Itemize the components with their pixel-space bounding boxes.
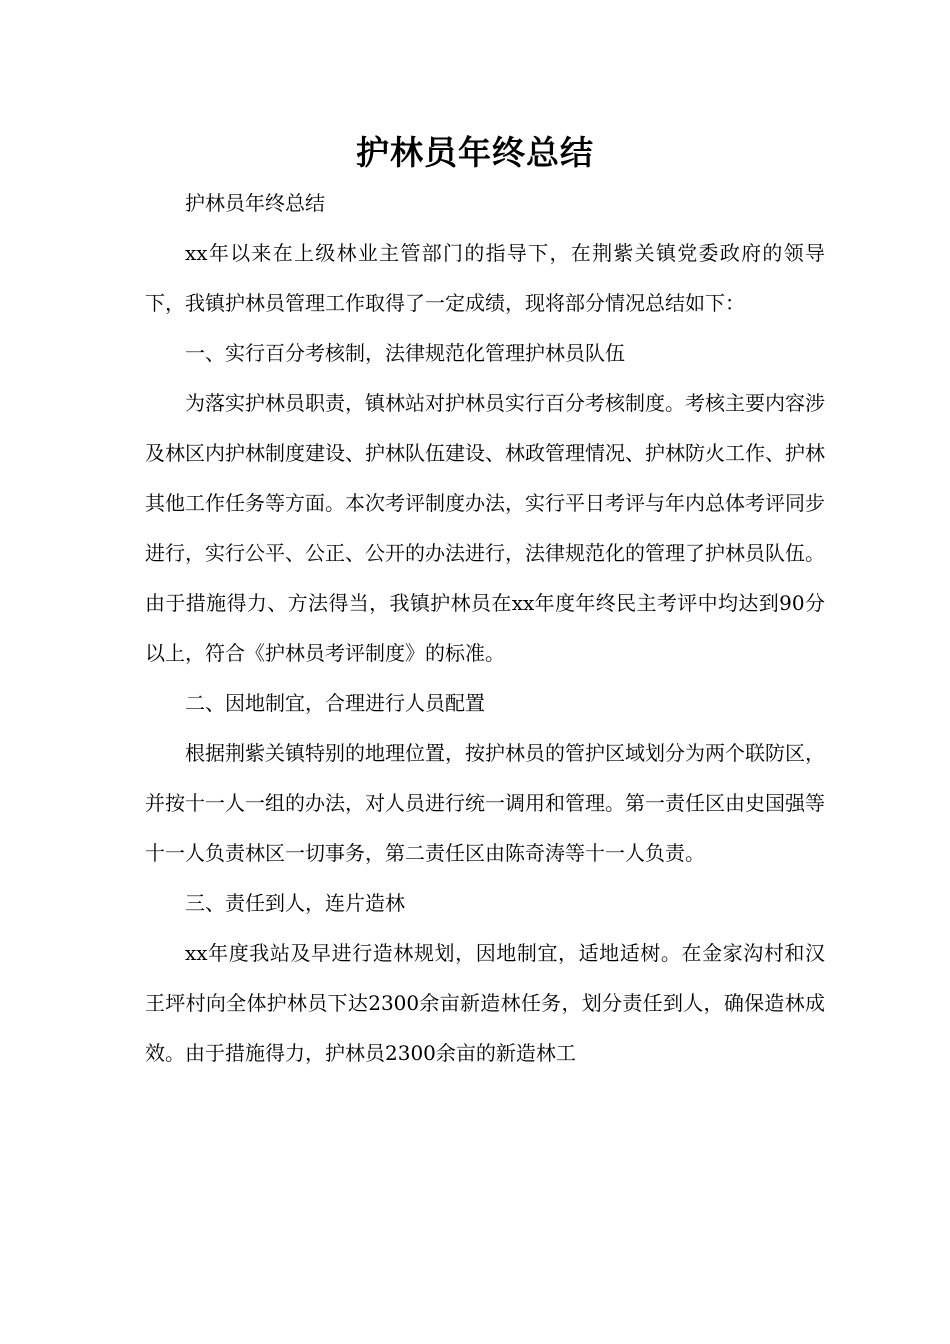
paragraph-section-3: xx年度我站及早进行造林规划，因地制宜，适地适树。在金家沟村和汉王坪村向全体护林员下达2300余亩新造林任务，划分责任到人，确保造林成效。由于措施得力，护林员2300余亩的新造林工: [145, 941, 825, 1065]
paragraph-subtitle: 护林员年终总结: [185, 191, 325, 215]
document-body: [145, 178, 825, 1078]
document-title: 护林员年终总结: [356, 133, 594, 172]
section-heading-1: 一、实行百分考核制，法律规范化管理护林员队伍: [185, 341, 625, 365]
paragraph-section-2: 根据荆紫关镇特别的地理位置，按护林员的管护区域划分为两个联防区，并按十一人一组的办法，对人员进行统一调用和管理。第一责任区由史国强等十一人负责林区一切事务，第二责任区由陈奇涛等十一人负责。: [145, 741, 825, 865]
paragraph-intro: xx年以来在上级林业主管部门的指导下，在荆紫关镇党委政府的领导下，我镇护林员管理工作取得了一定成绩，现将部分情况总结如下：: [145, 241, 825, 315]
section-heading-2: 二、因地制宜，合理进行人员配置: [185, 691, 485, 715]
section-heading-3: 三、责任到人，连片造林: [185, 891, 405, 915]
paragraph-section-1: 为落实护林员职责，镇林站对护林员实行百分考核制度。考核主要内容涉及林区内护林制度建设、护林队伍建设、林政管理情况、护林防火工作、护林其他工作任务等方面。本次考评制度办法，实行平日考评与年内总体考评同步进行，实行公平、公正、公开的办法进行，法律规范化的管理了护林员队伍。由于措施得力、方法得当，我镇护林员在xx年度年终民主考评中均达到90分以上，符合《护林员考评制度》的标准。: [145, 391, 825, 665]
